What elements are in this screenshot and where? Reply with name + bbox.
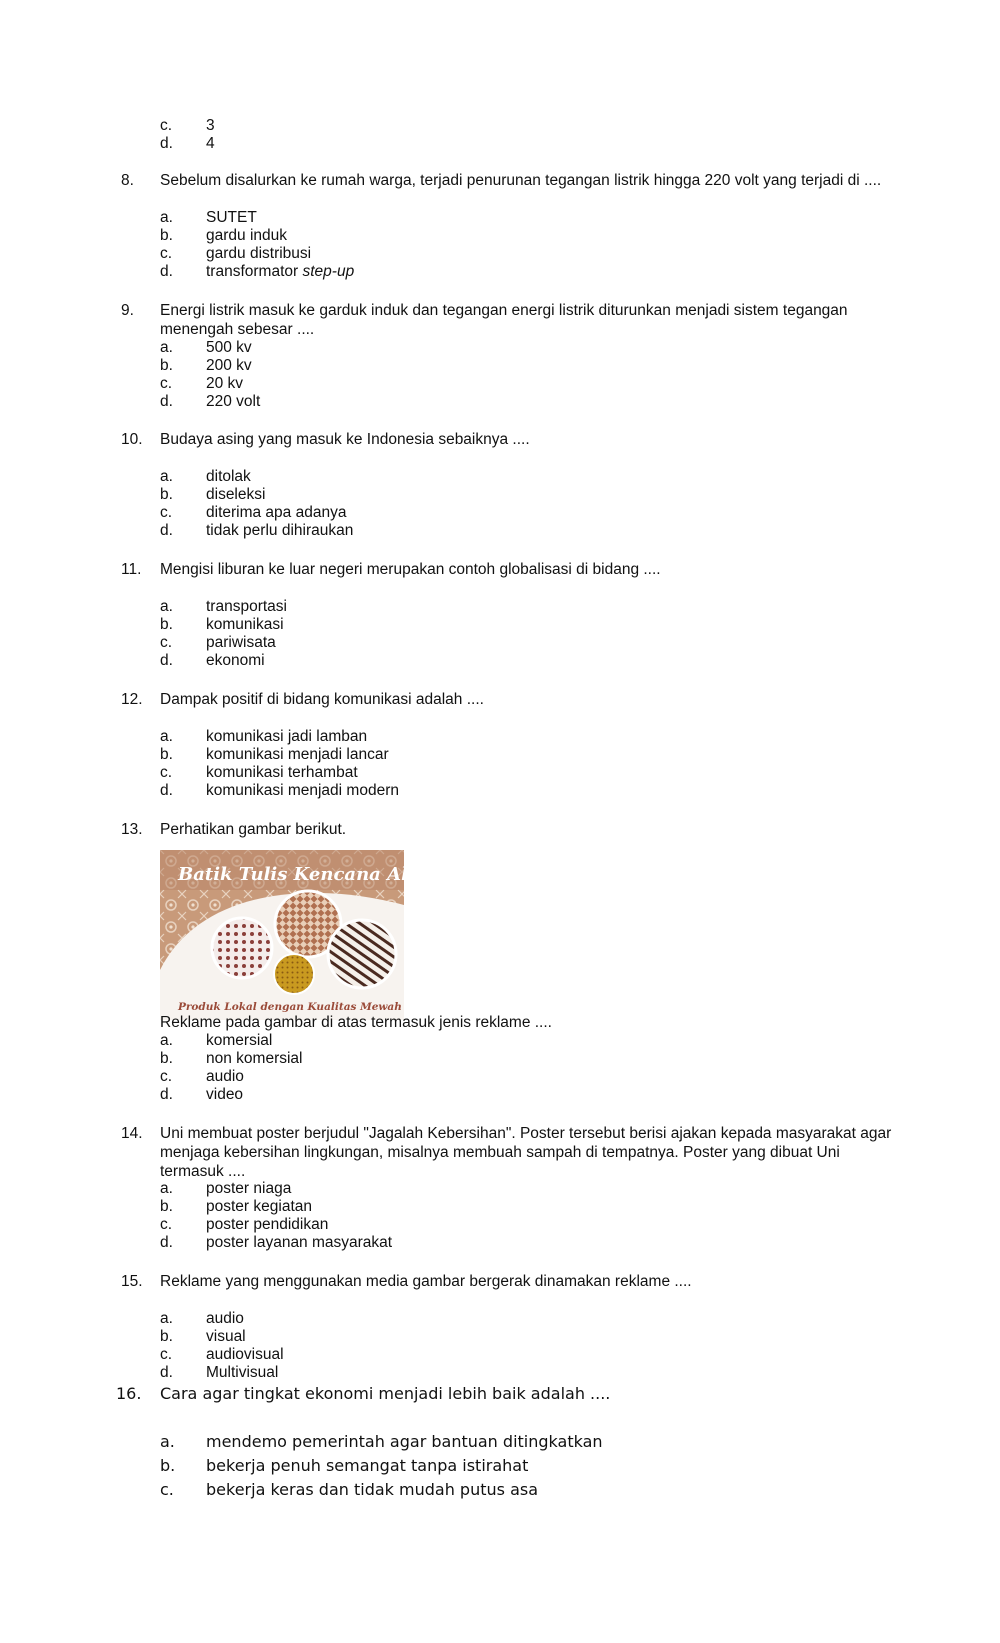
option-text: komunikasi jadi lamban	[206, 728, 368, 745]
option-text: komunikasi	[206, 616, 284, 633]
option-text: 4	[206, 135, 215, 152]
option-letter: a.	[160, 468, 173, 485]
option-text: diseleksi	[206, 486, 266, 503]
option-letter: b.	[160, 1198, 173, 1215]
option-text: ekonomi	[206, 652, 265, 669]
option-text: 500 kv	[206, 339, 252, 356]
option-text: pariwisata	[206, 634, 276, 651]
option-letter: c.	[160, 245, 173, 262]
question-text: Sebelum disalurkan ke rumah warga, terjadi penurunan tegangan listrik hingga 220 volt yang terjadi di ....	[160, 172, 882, 189]
option-letter: d.	[160, 1086, 173, 1103]
question-number: 15.	[121, 1273, 143, 1290]
option-text: 20 kv	[206, 375, 244, 392]
option-text: video	[206, 1086, 244, 1103]
option-text: audio	[206, 1310, 244, 1327]
option-letter: b.	[160, 486, 173, 503]
question-number: 11.	[121, 561, 142, 578]
question-text: Cara agar tingkat ekonomi menjadi lebih baik adalah ....	[160, 1384, 611, 1403]
option-letter: a.	[160, 1032, 173, 1049]
option-letter: a.	[160, 1310, 173, 1327]
option-text	[206, 262, 354, 281]
option-letter: c.	[160, 764, 173, 781]
option-text: 220 volt	[206, 393, 261, 410]
option-text-main: transformator	[206, 263, 299, 280]
question-number: 13.	[121, 821, 143, 838]
option-text: diterima apa adanya	[206, 504, 347, 521]
question-text: Perhatikan gambar berikut.	[160, 821, 347, 838]
option-letter: d.	[160, 1234, 173, 1251]
question-number: 12.	[121, 691, 143, 708]
option-letter: c.	[160, 504, 173, 521]
option-text: 200 kv	[206, 357, 252, 374]
batik-title: Batik Tulis Kencana Alus	[178, 864, 432, 885]
option-letter: d.	[160, 782, 173, 799]
question-text: Uni membuat poster berjudul "Jagalah Kebersihan". Poster tersebut berisi ajakan kepada masyarakat agar menjaga kebersihan lingkungan, misalnya membuah sampah di tempatnya. Poster yang dibuat Uni termasuk ....	[160, 1125, 892, 1180]
option-letter: c.	[160, 375, 173, 392]
option-text: poster layanan masyarakat	[206, 1234, 393, 1251]
option-letter: c.	[160, 117, 173, 134]
option-text: SUTET	[206, 209, 257, 226]
question-subtext: Reklame pada gambar di atas termasuk jenis reklame ....	[160, 1014, 552, 1031]
batik-tagline: Produk Lokal dengan Kualitas Mewah	[178, 1001, 402, 1013]
option-text: transportasi	[206, 598, 287, 615]
question-text: Reklame yang menggunakan media gambar bergerak dinamakan reklame ....	[160, 1273, 692, 1290]
option-letter: a.	[160, 339, 173, 356]
option-letter: a.	[160, 598, 173, 615]
option-letter: b.	[160, 1328, 173, 1345]
question-text: Mengisi liburan ke luar negeri merupakan contoh globalisasi di bidang ....	[160, 561, 661, 578]
option-text: bekerja penuh semangat tanpa istirahat	[206, 1456, 529, 1475]
option-letter: c.	[160, 1216, 173, 1233]
question-number: 10.	[121, 431, 143, 448]
option-letter: b.	[160, 616, 173, 633]
option-letter: a.	[160, 1180, 173, 1197]
option-letter: c.	[160, 1068, 173, 1085]
option-text: poster kegiatan	[206, 1198, 312, 1215]
option-letter: d.	[160, 135, 173, 152]
option-text: komunikasi menjadi modern	[206, 782, 399, 799]
question-number: 14.	[121, 1125, 143, 1142]
option-text: komunikasi terhambat	[206, 764, 358, 781]
option-letter: c.	[160, 1346, 173, 1363]
option-letter: b.	[160, 1050, 173, 1067]
question-text: Budaya asing yang masuk ke Indonesia sebaiknya ....	[160, 431, 530, 448]
option-letter: d.	[160, 263, 173, 280]
option-letter: d.	[160, 522, 173, 539]
option-letter: a.	[160, 209, 173, 226]
option-letter: c.	[160, 1480, 174, 1499]
option-text: mendemo pemerintah agar bantuan ditingkatkan	[206, 1432, 603, 1451]
option-text: tidak perlu dihiraukan	[206, 522, 354, 539]
question-number: 8.	[121, 172, 134, 189]
option-letter: c.	[160, 634, 173, 651]
question-number: 9.	[121, 302, 134, 319]
option-letter: d.	[160, 1364, 173, 1381]
option-text: non komersial	[206, 1050, 303, 1067]
option-text: poster niaga	[206, 1180, 292, 1197]
option-letter: b.	[160, 746, 173, 763]
question-text: Dampak positif di bidang komunikasi adalah ....	[160, 691, 484, 708]
option-text: komunikasi menjadi lancar	[206, 746, 389, 763]
option-text: bekerja keras dan tidak mudah putus asa	[206, 1480, 539, 1499]
option-letter: d.	[160, 393, 173, 410]
option-text: visual	[206, 1328, 246, 1345]
option-text: poster pendidikan	[206, 1216, 329, 1233]
question-number: 16.	[116, 1384, 142, 1403]
option-text: Multivisual	[206, 1364, 279, 1381]
option-text: 3	[206, 117, 215, 134]
option-text: gardu induk	[206, 227, 288, 244]
batik-advertisement-image	[160, 850, 432, 1020]
question-text: Energi listrik masuk ke garduk induk dan tegangan energi listrik diturunkan menjadi sistem tegangan menengah sebesar ....	[160, 302, 848, 338]
option-letter: b.	[160, 1456, 176, 1475]
option-text: gardu distribusi	[206, 245, 312, 262]
option-text: komersial	[206, 1032, 273, 1049]
option-letter: d.	[160, 652, 173, 669]
option-letter: a.	[160, 728, 173, 745]
option-text: ditolak	[206, 468, 251, 485]
option-letter: b.	[160, 357, 173, 374]
option-letter: b.	[160, 227, 173, 244]
option-letter: a.	[160, 1432, 175, 1451]
option-text: audiovisual	[206, 1346, 284, 1363]
option-text: audio	[206, 1068, 244, 1085]
option-text-italic: step-up	[302, 263, 355, 280]
